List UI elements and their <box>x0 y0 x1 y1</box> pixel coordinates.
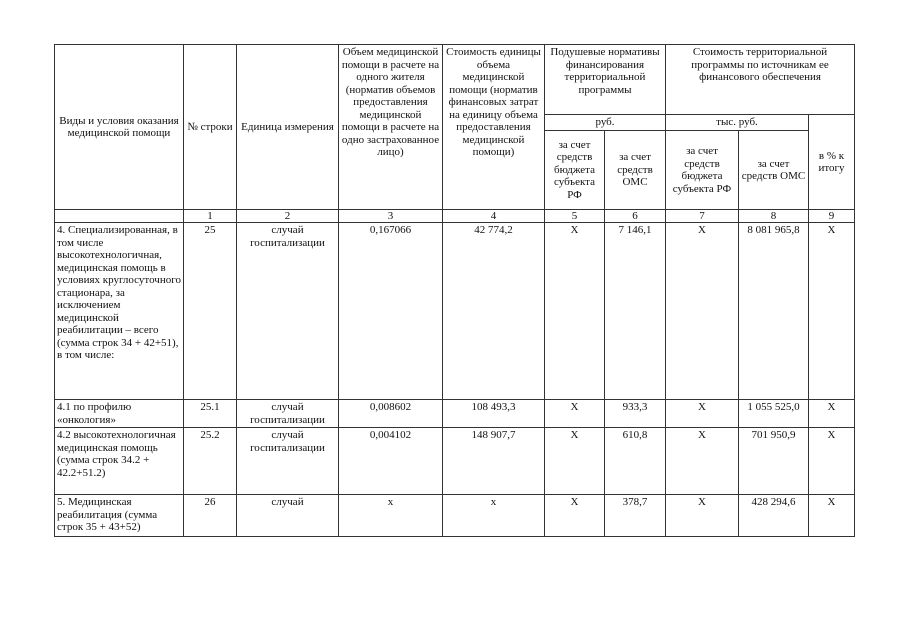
header-types: Виды и условия оказания медицинской помощи <box>55 45 184 210</box>
row-budget-thous: Х <box>666 495 739 537</box>
row-volume: 0,167066 <box>339 223 443 400</box>
table-row <box>55 223 855 400</box>
row-name: 4. Специализированная, в том числе высокотехнологичная, медицинская помощь в условиях круглосуточного стационара, за исключением медицинской реабилитации – всего (сумма строк 34 + 42+51), в том числе: <box>55 223 184 400</box>
row-budget-rub: Х <box>545 400 605 428</box>
row-cost: 42 774,2 <box>443 223 545 400</box>
row-budget-thous: Х <box>666 223 739 400</box>
column-number: 7 <box>666 210 739 223</box>
row-oms-thous: 428 294,6 <box>739 495 809 537</box>
row-oms-thous: 8 081 965,8 <box>739 223 809 400</box>
row-budget-rub: Х <box>545 223 605 400</box>
row-number: 25.1 <box>184 400 237 428</box>
row-oms-rub: 7 146,1 <box>605 223 666 400</box>
header-budget: за счет средств бюджета субъекта РФ <box>666 131 739 210</box>
header-oms: за счет средств ОМС <box>605 131 666 210</box>
row-percent: Х <box>809 428 855 495</box>
column-number: 8 <box>739 210 809 223</box>
row-volume: х <box>339 495 443 537</box>
table-row <box>55 428 855 495</box>
column-number: 2 <box>237 210 339 223</box>
row-oms-rub: 378,7 <box>605 495 666 537</box>
row-volume: 0,008602 <box>339 400 443 428</box>
column-number: 4 <box>443 210 545 223</box>
column-number: 6 <box>605 210 666 223</box>
row-number: 25 <box>184 223 237 400</box>
row-cost: 108 493,3 <box>443 400 545 428</box>
column-number: 9 <box>809 210 855 223</box>
row-budget-thous: Х <box>666 400 739 428</box>
table-row <box>55 495 855 537</box>
row-name: 4.1 по профилю «онкология» <box>55 400 184 428</box>
row-percent: Х <box>809 495 855 537</box>
row-name: 5. Медицинская реабилитация (сумма строк 35 + 43+52) <box>55 495 184 537</box>
tariff-table <box>54 44 855 537</box>
header-row-number: № строки <box>184 45 237 210</box>
header-thous-rub: тыс. руб. <box>666 115 809 131</box>
column-number: 5 <box>545 210 605 223</box>
row-volume: 0,004102 <box>339 428 443 495</box>
header-budget: за счет средств бюджета субъекта РФ <box>545 131 605 210</box>
row-oms-thous: 701 950,9 <box>739 428 809 495</box>
row-number: 25.2 <box>184 428 237 495</box>
row-name: 4.2 высокотехнологичная медицинская помощь (сумма строк 34.2 + 42.2+51.2) <box>55 428 184 495</box>
column-number: 3 <box>339 210 443 223</box>
header-unit: Единица измерения <box>237 45 339 210</box>
row-unit: случай <box>237 495 339 537</box>
row-unit: случай госпитализации <box>237 400 339 428</box>
table-row <box>55 400 855 428</box>
header-volume: Объем медицинской помощи в расчете на одного жителя (норматив объемов предоставления медицинской помощи в расчете на одно застрахованное лицо) <box>339 45 443 210</box>
row-oms-thous: 1 055 525,0 <box>739 400 809 428</box>
header-per-capita: Подушевые нормативы финансирования территориальной программы <box>545 45 666 115</box>
row-budget-rub: Х <box>545 428 605 495</box>
header-oms: за счет средств ОМС <box>739 131 809 210</box>
row-cost: 148 907,7 <box>443 428 545 495</box>
row-budget-thous: Х <box>666 428 739 495</box>
row-budget-rub: Х <box>545 495 605 537</box>
row-oms-rub: 610,8 <box>605 428 666 495</box>
row-percent: Х <box>809 400 855 428</box>
column-number <box>55 210 184 223</box>
header-program-cost: Стоимость территориальной программы по источникам ее финансового обеспечения <box>666 45 855 115</box>
column-numbers-row <box>55 210 855 223</box>
header-percent: в % к итогу <box>809 115 855 210</box>
row-percent: Х <box>809 223 855 400</box>
row-cost: х <box>443 495 545 537</box>
row-number: 26 <box>184 495 237 537</box>
row-oms-rub: 933,3 <box>605 400 666 428</box>
row-unit: случай госпитализации <box>237 223 339 400</box>
header-rub: руб. <box>545 115 666 131</box>
column-number: 1 <box>184 210 237 223</box>
header-cost: Стоимость единицы объема медицинской помощи (норматив финансовых затрат на единицу объема предоставления медицинской помощи) <box>443 45 545 210</box>
row-unit: случай госпитализации <box>237 428 339 495</box>
